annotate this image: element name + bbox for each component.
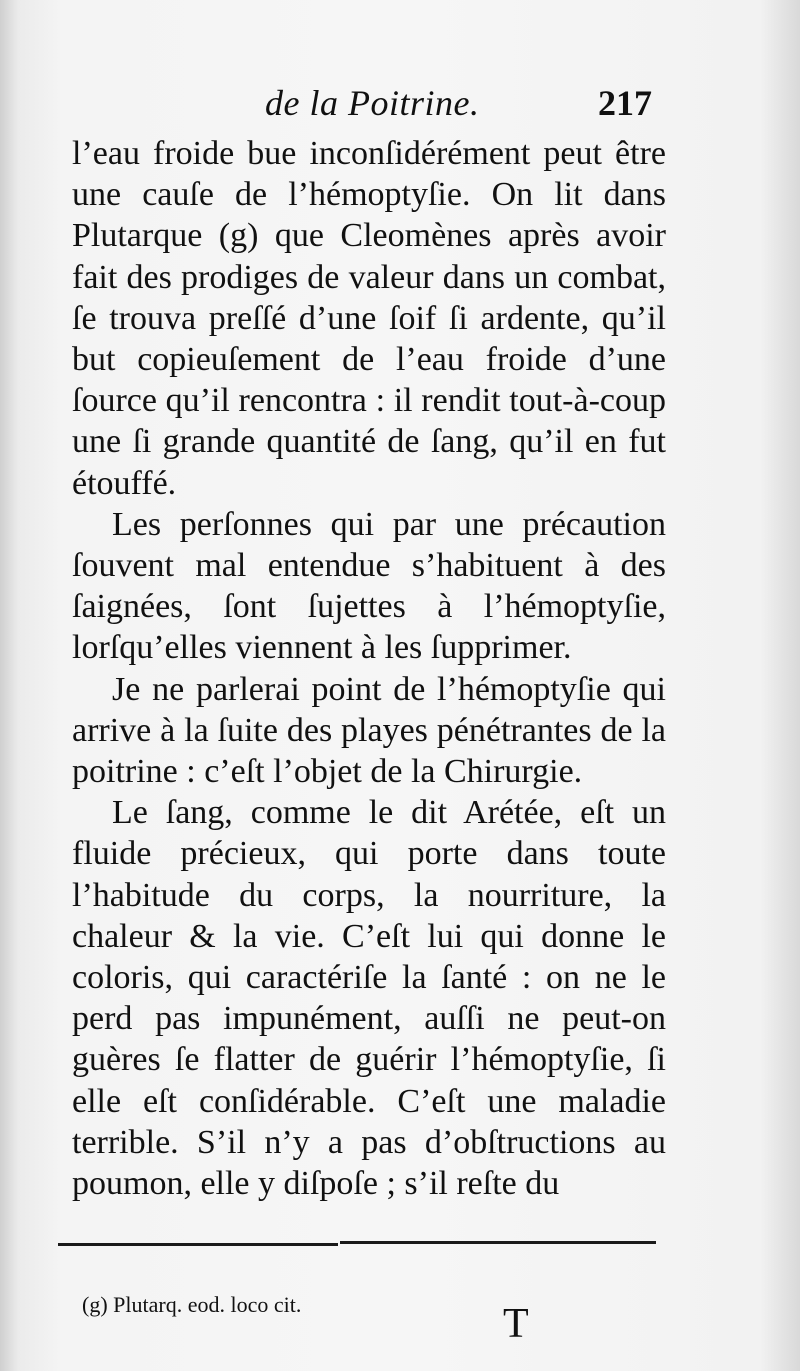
footnote: (g) Plutarq. eod. loco cit. xyxy=(82,1292,302,1317)
running-head xyxy=(0,80,800,130)
paragraph-personnes: Les perſonnes qui par une précaution ſouvent mal entendue s’habituent à des ſaignées, ſont ſujettes à l’hémoptyſie, lorſqu’elles viennent à les ſupprimer. xyxy=(72,505,666,667)
paragraph-sang: Le ſang, comme le dit Arétée, eſt un fluide précieux, qui porte dans toute l’habitude du corps, la nourriture, la chaleur & la vie. C’eſt lui qui donne le coloris, qui caractériſe la ſanté : on ne le perd pas impunément, auſſi ne peut-on guères ſe flatter de guérir l’hémoptyſie, ſi elle eſt conſidérable. C’eſt une maladie terrible. S’il n’y a pas d’obſtructions au poumon, elle y diſpoſe ; s’il reſte du xyxy=(72,794,666,1203)
paragraph-plaies: Je ne parlerai point de l’hémoptyſie qui arrive à la ſuite des playes pénétrantes de la poitrine : c’eſt l’objet de la Chirurgie. xyxy=(72,670,666,791)
page-edge-shadow xyxy=(760,0,800,1371)
running-title: de la Poitrine. xyxy=(265,83,480,123)
page-number: 217 xyxy=(598,83,652,123)
body-text xyxy=(72,133,666,1204)
footnote-rule xyxy=(58,1239,656,1251)
signature-mark: T xyxy=(503,1301,529,1347)
rule-segment-right xyxy=(340,1241,656,1244)
rule-segment-left xyxy=(58,1243,338,1246)
paragraph-continuation: l’eau froide bue inconſidérément peut être une cauſe de l’hémoptyſie. On lit dans Plutarque (g) que Cleomènes après avoir fait des prodiges de valeur dans un combat, ſe trouva preſſé d’une ſoif ſi ardente, qu’il but copieuſement de l’eau froide d’une ſource qu’il rencontra : il rendit tout-à-coup une ſi grande quantité de ſang, qu’il en fut étouffé. xyxy=(72,135,666,502)
